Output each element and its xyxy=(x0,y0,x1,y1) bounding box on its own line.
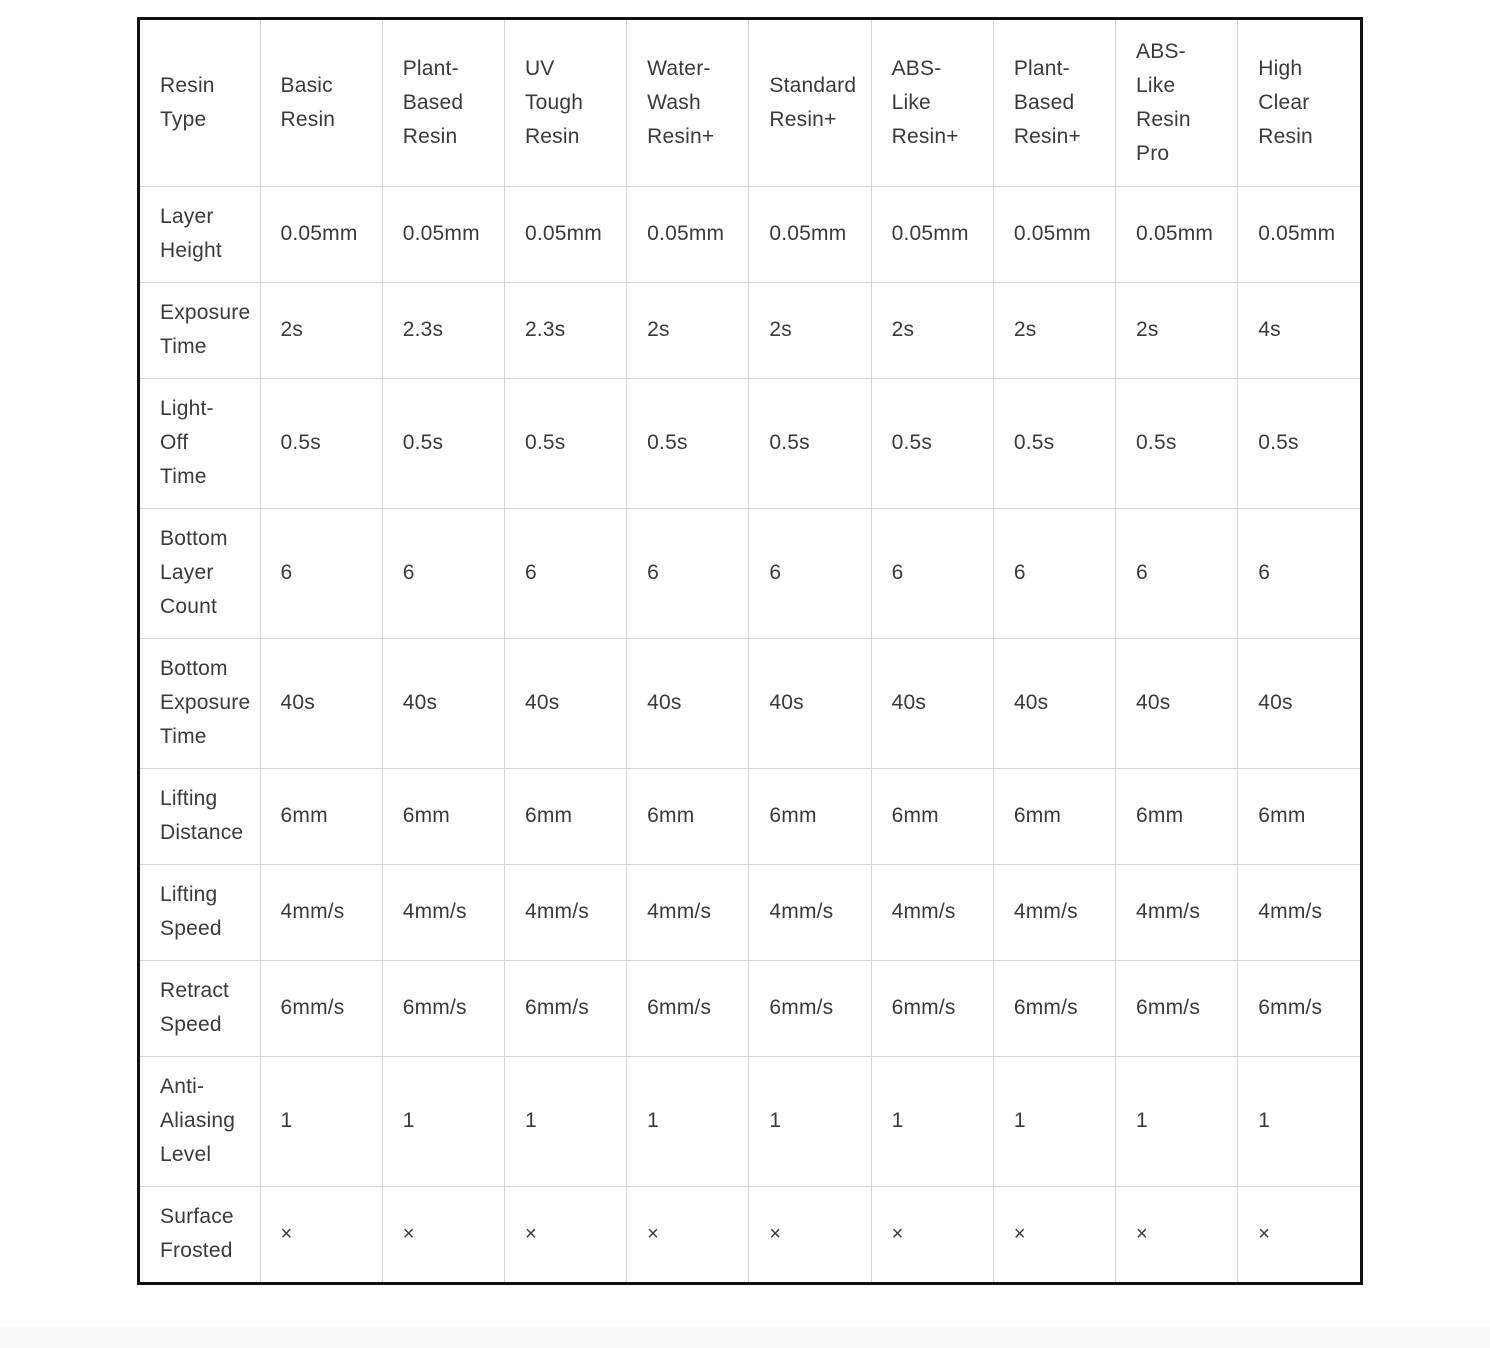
cell-value: 2.3s xyxy=(402,318,444,341)
table-cell xyxy=(382,638,504,768)
cell-value: 6 xyxy=(280,561,293,584)
table-cell xyxy=(260,378,382,508)
table-cell xyxy=(749,864,871,960)
table-cell xyxy=(871,1186,993,1282)
table-cell xyxy=(504,960,626,1056)
row-label: Surface Frosted xyxy=(160,1205,234,1263)
cell-value: 6mm xyxy=(280,804,328,827)
cell-value: 0.05mm xyxy=(1013,222,1091,245)
cell-value: 0.05mm xyxy=(524,222,602,245)
table-cell xyxy=(1238,282,1360,378)
table-cell xyxy=(260,768,382,864)
cross-mark-value: × xyxy=(524,1223,537,1246)
table-cell xyxy=(382,282,504,378)
table-cell xyxy=(749,1186,871,1282)
header-label-cell xyxy=(140,20,260,186)
cell-value: 40s xyxy=(524,691,560,714)
header-cell xyxy=(993,20,1115,186)
cell-value: 2s xyxy=(1136,318,1159,341)
header-column-label: Plant- Based Resin xyxy=(402,56,464,148)
cell-value: 6mm xyxy=(524,804,573,827)
table-cell xyxy=(627,864,749,960)
table-cell xyxy=(627,1056,749,1186)
table-cell xyxy=(504,378,626,508)
table-cell xyxy=(1116,864,1238,960)
table-cell xyxy=(871,768,993,864)
table-cell xyxy=(382,1186,504,1282)
cell-value: 2s xyxy=(280,318,304,341)
table-cell xyxy=(1116,282,1238,378)
table-cell xyxy=(382,186,504,282)
cell-value: 6 xyxy=(402,561,415,584)
table-cell xyxy=(627,638,749,768)
table-body xyxy=(140,20,1360,1282)
header-column-label: Water- Wash Resin+ xyxy=(647,56,715,148)
table-cell xyxy=(1116,1186,1238,1282)
table-cell xyxy=(993,960,1115,1056)
cell-value: 0.5s xyxy=(891,431,933,454)
cell-value: 4mm/s xyxy=(1258,900,1323,923)
cross-mark-value: × xyxy=(1258,1223,1271,1246)
header-column-label: Basic Resin xyxy=(280,73,336,131)
table-cell xyxy=(1116,186,1238,282)
table-cell xyxy=(1238,186,1360,282)
cell-value: 6mm xyxy=(769,804,817,827)
row-label-cell xyxy=(140,768,260,864)
table-cell xyxy=(749,638,871,768)
table-cell xyxy=(1238,638,1360,768)
cell-value: 6mm/s xyxy=(1013,996,1078,1019)
table-cell xyxy=(993,282,1115,378)
cell-value: 4mm/s xyxy=(1136,900,1201,923)
cell-value: 40s xyxy=(280,691,315,714)
cell-value: 40s xyxy=(402,691,438,714)
cell-value: 2s xyxy=(769,318,792,341)
cell-value: 0.5s xyxy=(1136,431,1177,454)
table-cell xyxy=(627,768,749,864)
table-cell xyxy=(749,508,871,638)
cell-value: 0.05mm xyxy=(769,222,847,245)
cell-value: 4mm/s xyxy=(524,900,589,923)
table-cell xyxy=(749,768,871,864)
cell-value: 6mm/s xyxy=(769,996,834,1019)
cell-value: 0.5s xyxy=(524,431,566,454)
row-label: Exposure Time xyxy=(160,301,251,358)
cell-value: 0.5s xyxy=(280,431,321,454)
table-cell xyxy=(504,864,626,960)
table-row xyxy=(140,186,1360,282)
cell-value: 4mm/s xyxy=(280,900,345,923)
cell-value: 6mm xyxy=(1013,804,1062,827)
cell-value: 1 xyxy=(524,1109,537,1132)
table-cell xyxy=(504,186,626,282)
table-cell xyxy=(1238,960,1360,1056)
table-cell xyxy=(1116,378,1238,508)
table-cell xyxy=(627,1186,749,1282)
cell-value: 2.3s xyxy=(524,318,566,341)
table-cell xyxy=(627,186,749,282)
cell-value: 4mm/s xyxy=(891,900,956,923)
cross-mark-value: × xyxy=(769,1223,782,1246)
header-cell xyxy=(260,20,382,186)
table-row xyxy=(140,864,1360,960)
header-column-label: Standard Resin+ xyxy=(769,73,857,131)
cross-mark-value: × xyxy=(402,1223,415,1246)
table-cell xyxy=(627,960,749,1056)
table-row xyxy=(140,282,1360,378)
cell-value: 4mm/s xyxy=(402,900,467,923)
row-label-cell xyxy=(140,378,260,508)
table-cell xyxy=(871,638,993,768)
table-cell xyxy=(1238,1056,1360,1186)
row-label: Light- Off Time xyxy=(160,397,214,488)
table-cell xyxy=(871,508,993,638)
cell-value: 1 xyxy=(1013,1109,1026,1132)
table-cell xyxy=(749,1056,871,1186)
header-column-label: ABS- Like Resin Pro xyxy=(1136,39,1191,165)
table-cell xyxy=(1116,1056,1238,1186)
table-row xyxy=(140,960,1360,1056)
table-cell xyxy=(871,864,993,960)
table-cell xyxy=(993,186,1115,282)
row-label: Bottom Exposure Time xyxy=(160,657,251,748)
cell-value: 6mm xyxy=(402,804,450,827)
table-row xyxy=(140,1056,1360,1186)
row-label: Anti- Aliasing Level xyxy=(160,1075,236,1166)
table-row xyxy=(140,1186,1360,1282)
cell-value: 4mm/s xyxy=(1013,900,1078,923)
table-row xyxy=(140,378,1360,508)
cross-mark-value: × xyxy=(1136,1223,1148,1246)
cell-value: 40s xyxy=(1258,691,1293,714)
table-cell xyxy=(504,282,626,378)
resin-settings-table xyxy=(140,20,1360,1282)
cross-mark-value: × xyxy=(647,1223,660,1246)
cell-value: 40s xyxy=(1136,691,1171,714)
cell-value: 0.5s xyxy=(1258,431,1299,454)
table-cell xyxy=(993,378,1115,508)
table-cell xyxy=(1238,508,1360,638)
table-cell xyxy=(871,282,993,378)
cell-value: 2s xyxy=(891,318,915,341)
cell-value: 4mm/s xyxy=(647,900,712,923)
header-column-label: UV Tough Resin xyxy=(524,56,584,148)
table-cell xyxy=(1238,378,1360,508)
header-label: Resin Type xyxy=(160,73,215,131)
cell-value: 1 xyxy=(769,1109,782,1132)
table-cell xyxy=(993,508,1115,638)
header-cell xyxy=(382,20,504,186)
header-cell xyxy=(749,20,871,186)
header-column-label: Plant- Based Resin+ xyxy=(1013,56,1081,148)
table-cell xyxy=(260,186,382,282)
table-cell xyxy=(871,186,993,282)
table-cell xyxy=(382,1056,504,1186)
cell-value: 6 xyxy=(1258,561,1271,584)
table-row xyxy=(140,638,1360,768)
row-label-cell xyxy=(140,960,260,1056)
cell-value: 6mm/s xyxy=(280,996,345,1019)
table-cell xyxy=(1116,638,1238,768)
table-cell xyxy=(871,1056,993,1186)
table-cell xyxy=(993,638,1115,768)
cell-value: 40s xyxy=(647,691,682,714)
table-cell xyxy=(993,1056,1115,1186)
cell-value: 6mm/s xyxy=(647,996,712,1019)
table-cell xyxy=(993,1186,1115,1282)
cell-value: 0.05mm xyxy=(280,222,358,245)
cell-value: 1 xyxy=(402,1109,415,1132)
cell-value: 40s xyxy=(769,691,804,714)
table-cell xyxy=(749,186,871,282)
cell-value: 6mm xyxy=(891,804,939,827)
table-cell xyxy=(1116,508,1238,638)
cell-value: 6mm xyxy=(1136,804,1184,827)
row-label-cell xyxy=(140,864,260,960)
table-cell xyxy=(382,960,504,1056)
cell-value: 0.5s xyxy=(1013,431,1055,454)
table-cell xyxy=(1116,960,1238,1056)
table-cell xyxy=(504,638,626,768)
cell-value: 6 xyxy=(891,561,904,584)
cell-value: 1 xyxy=(280,1109,293,1132)
cell-value: 40s xyxy=(1013,691,1049,714)
table-cell xyxy=(993,864,1115,960)
header-cell xyxy=(627,20,749,186)
cell-value: 4mm/s xyxy=(769,900,834,923)
cell-value: 2s xyxy=(1013,318,1037,341)
table-cell xyxy=(260,960,382,1056)
table-cell xyxy=(871,378,993,508)
cell-value: 6mm xyxy=(647,804,695,827)
row-label: Lifting Distance xyxy=(160,787,244,844)
cell-value: 6 xyxy=(1013,561,1026,584)
cell-value: 1 xyxy=(891,1109,904,1132)
row-label-cell xyxy=(140,508,260,638)
cell-value: 40s xyxy=(891,691,927,714)
table-cell xyxy=(260,508,382,638)
cell-value: 6 xyxy=(524,561,537,584)
cell-value: 0.5s xyxy=(402,431,444,454)
table-cell xyxy=(1116,768,1238,864)
cell-value: 1 xyxy=(647,1109,660,1132)
cell-value: 0.05mm xyxy=(1258,222,1336,245)
header-column-label: High Clear Resin xyxy=(1258,56,1313,148)
cell-value: 2s xyxy=(647,318,670,341)
cell-value: 6mm/s xyxy=(402,996,467,1019)
table-cell xyxy=(749,282,871,378)
row-label-cell xyxy=(140,186,260,282)
row-label-cell xyxy=(140,1056,260,1186)
table-cell xyxy=(871,960,993,1056)
cell-value: 0.5s xyxy=(647,431,688,454)
table-row xyxy=(140,508,1360,638)
cross-mark-value: × xyxy=(891,1223,904,1246)
cell-value: 6 xyxy=(769,561,782,584)
table-cell xyxy=(260,638,382,768)
page-footer-band xyxy=(0,1326,1490,1348)
header-cell xyxy=(871,20,993,186)
table-cell xyxy=(504,508,626,638)
cell-value: 6mm/s xyxy=(1136,996,1201,1019)
row-label: Bottom Layer Count xyxy=(160,527,228,618)
cell-value: 0.05mm xyxy=(1136,222,1214,245)
table-cell xyxy=(627,508,749,638)
header-cell xyxy=(1238,20,1360,186)
table-cell xyxy=(993,768,1115,864)
table-cell xyxy=(382,864,504,960)
cell-value: 0.05mm xyxy=(402,222,480,245)
table-cell xyxy=(260,1186,382,1282)
table-cell xyxy=(382,378,504,508)
table-cell xyxy=(260,282,382,378)
table-cell xyxy=(382,508,504,638)
resin-settings-table-frame xyxy=(137,17,1363,1285)
row-label: Lifting Speed xyxy=(160,883,222,940)
table-cell xyxy=(504,768,626,864)
table-cell xyxy=(260,864,382,960)
table-cell xyxy=(382,768,504,864)
cell-value: 6 xyxy=(1136,561,1148,584)
cell-value: 1 xyxy=(1136,1109,1148,1132)
table-cell xyxy=(1238,768,1360,864)
cell-value: 6mm xyxy=(1258,804,1306,827)
row-label: Retract Speed xyxy=(160,979,230,1036)
cell-value: 0.05mm xyxy=(891,222,969,245)
table-cell xyxy=(627,282,749,378)
cell-value: 4s xyxy=(1258,318,1281,341)
row-label-cell xyxy=(140,638,260,768)
header-cell xyxy=(1116,20,1238,186)
cell-value: 1 xyxy=(1258,1109,1271,1132)
cell-value: 0.5s xyxy=(769,431,810,454)
cross-mark-value: × xyxy=(280,1223,293,1246)
table-cell xyxy=(627,378,749,508)
table-cell xyxy=(1238,1186,1360,1282)
table-cell xyxy=(1238,864,1360,960)
table-cell xyxy=(749,960,871,1056)
row-label-cell xyxy=(140,282,260,378)
cell-value: 6 xyxy=(647,561,660,584)
table-cell xyxy=(504,1056,626,1186)
row-label-cell xyxy=(140,1186,260,1282)
table-row xyxy=(140,768,1360,864)
cell-value: 6mm/s xyxy=(891,996,956,1019)
table-header-row xyxy=(140,20,1360,186)
table-cell xyxy=(749,378,871,508)
table-cell xyxy=(260,1056,382,1186)
cross-mark-value: × xyxy=(1013,1223,1026,1246)
header-column-label: ABS- Like Resin+ xyxy=(891,56,959,148)
table-cell xyxy=(504,1186,626,1282)
header-cell xyxy=(504,20,626,186)
cell-value: 6mm/s xyxy=(524,996,589,1019)
row-label: Layer Height xyxy=(160,205,222,262)
cell-value: 0.05mm xyxy=(647,222,725,245)
cell-value: 6mm/s xyxy=(1258,996,1323,1019)
